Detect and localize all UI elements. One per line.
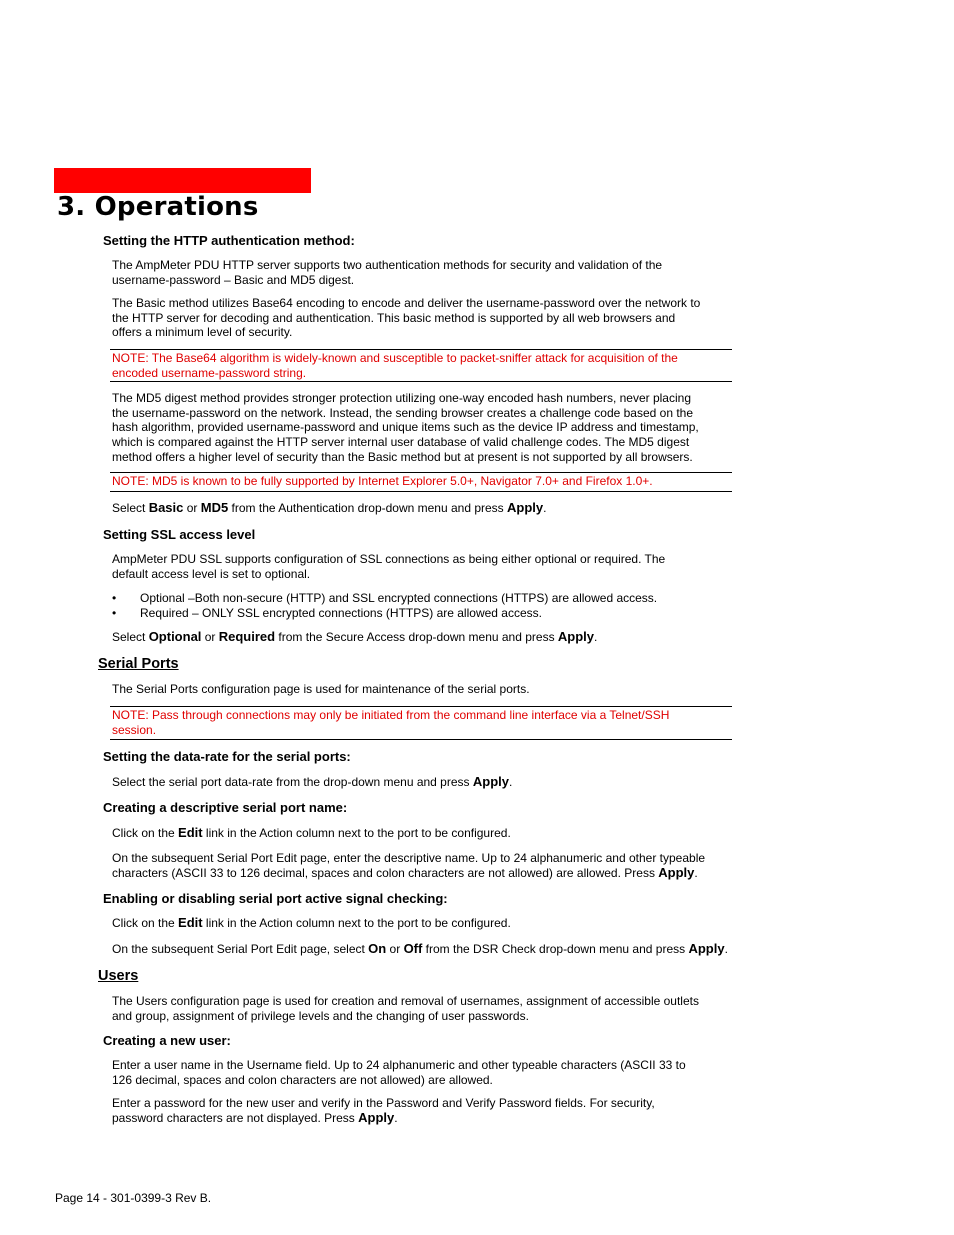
users-heading: Users [98,968,139,984]
note-line: session. [112,722,157,737]
http-auth-heading: Setting the HTTP authentication method: [103,233,355,248]
chapter-title: 3. Operations [57,192,259,222]
text-line: The Users configuration page is used for creation and removal of usernames, assignment of accessible outlets [112,994,699,1008]
port-name-step1: Click on the Edit link in the Action column next to the port to be configured. [112,825,511,840]
new-user-heading: Creating a new user: [103,1033,231,1048]
text-line: username-password – Basic and MD5 digest. [112,272,355,287]
port-name-heading: Creating a descriptive serial port name: [103,800,348,815]
text-line: hash algorithm, provided username-password and unique items such as the device IP address and timestamp, [112,420,699,435]
text-line: the username-password on the network. Instead, the sending browser creates a challenge code based on the [112,405,694,420]
chapter-accent-bar [54,168,311,193]
bullet-icon: • [112,591,117,605]
md5-support-note [110,472,732,492]
http-auth-intro [112,258,732,287]
ssl-bullet-optional: • Optional –Both non-secure (HTTP) and SSL encrypted connections (HTTPS) are allowed access. [112,591,658,605]
text-line: the HTTP server for decoding and authentication. This basic method is supported by all web browsers and [112,310,676,325]
ssl-intro [112,552,732,581]
text-line: default access level is set to optional. [112,566,311,581]
signal-check-step2: On the subsequent Serial Port Edit page, select On or Off from the DSR Check drop-down menu and press Apply. [112,941,728,956]
text-line: offers a minimum level of security. [112,325,293,340]
ssl-bullet-required: • Required – ONLY SSL encrypted connections (HTTPS) are allowed access. [112,606,542,620]
new-user-step1 [112,1058,732,1087]
text-line: The Basic method utilizes Base64 encoding to encode and deliver the username-password over the network to [112,296,701,310]
text-line: method offers a higher level of security than the Basic method but at present is not supported by all browsers. [112,449,693,464]
signal-check-step1: Click on the Edit link in the Action column next to the port to be configured. [112,915,511,930]
text-line: which is compared against the HTTP server internal user database of valid challenge codes. The MD5 digest [112,435,690,450]
auth-select-instruction: Select Basic or MD5 from the Authentication drop-down menu and press Apply. [112,500,547,515]
text-line: 126 decimal, spaces and colon characters are not allowed) are allowed. [112,1072,493,1087]
page-footer: Page 14 - 301-0399-3 Rev B. [55,1191,212,1205]
serial-ports-heading: Serial Ports [98,656,179,672]
port-name-step2: On the subsequent Serial Port Edit page, enter the descriptive name. Up to 24 alphanumeric and other typeable characters (ASCII 33 to 126 decimal, spaces and colon characters are not allowed) are allowed. Press Apply. [112,851,706,880]
note-line: NOTE: The Base64 algorithm is widely-known and susceptible to packet-sniffer attack for acquisition of the [112,351,678,365]
new-user-step2: Enter a password for the new user and verify in the Password and Verify Password fields. For security, password characters are not displayed. Press Apply. [112,1096,655,1125]
basic-method-paragraph [112,296,732,340]
users-intro [112,994,732,1023]
text-line: and group, assignment of privilege levels and the changing of user passwords. [112,1008,529,1023]
md5-method-paragraph [112,391,732,465]
text-line: Enter a user name in the Username field. Up to 24 alphanumeric and other typeable characters (ASCII 33 to [112,1058,686,1072]
note-line: NOTE: Pass through connections may only be initiated from the command line interface via a Telnet/SSH [112,708,670,722]
signal-check-heading: Enabling or disabling serial port active signal checking: [103,891,448,906]
ssl-select-instruction: Select Optional or Required from the Secure Access drop-down menu and press Apply. [112,629,598,644]
note-line: NOTE: MD5 is known to be fully supported by Internet Explorer 5.0+, Navigator 7.0+ and Firefox 1.0+. [112,474,653,488]
text-line: AmpMeter PDU SSL supports configuration of SSL connections as being either optional or required. The [112,552,666,566]
serial-ports-intro: The Serial Ports configuration page is used for maintenance of the serial ports. [112,682,530,696]
ssl-heading: Setting SSL access level [103,527,256,542]
data-rate-text: Select the serial port data-rate from the drop-down menu and press Apply. [112,774,513,789]
data-rate-heading: Setting the data-rate for the serial ports: [103,749,351,764]
pass-through-note [110,706,732,740]
text-line: The AmpMeter PDU HTTP server supports two authentication methods for security and validation of the [112,258,663,272]
bullet-icon: • [112,606,117,620]
base64-note [110,349,732,382]
note-line: encoded username-password string. [112,365,307,380]
text-line: The MD5 digest method provides stronger protection utilizing one-way encoded hash numbers, never placing [112,391,691,405]
